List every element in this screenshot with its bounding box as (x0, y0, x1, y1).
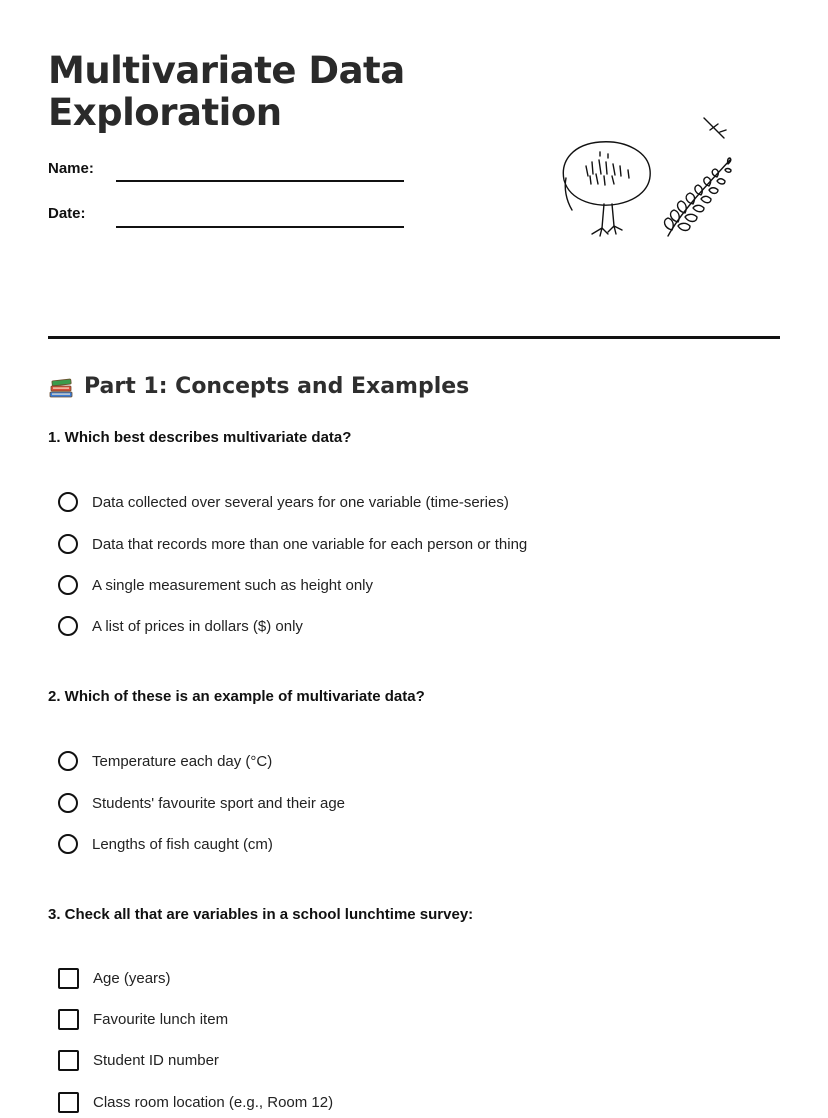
radio-button[interactable] (58, 793, 78, 813)
q1-option-4[interactable] (58, 616, 303, 636)
checkbox[interactable] (58, 1092, 79, 1113)
option-label: Data collected over several years for one variable (time-series) (92, 493, 509, 511)
q3-option-1[interactable] (58, 968, 171, 989)
checkbox[interactable] (58, 1050, 79, 1071)
q2-option-3[interactable] (58, 834, 273, 854)
radio-button[interactable] (58, 751, 78, 771)
q2-option-2[interactable] (58, 793, 345, 813)
worksheet-title: Multivariate Data Exploration (48, 49, 405, 134)
option-label: Temperature each day (°C) (92, 752, 273, 770)
part1-heading (48, 374, 469, 399)
q3-option-4[interactable] (58, 1092, 333, 1113)
option-label: Lengths of fish caught (cm) (92, 835, 273, 853)
q1-option-1[interactable] (58, 492, 509, 512)
radio-button[interactable] (58, 575, 78, 595)
option-label: A single measurement such as height only (92, 576, 373, 594)
books-icon (48, 375, 74, 399)
option-label: Favourite lunch item (93, 1011, 229, 1028)
option-label: A list of prices in dollars ($) only (92, 617, 303, 635)
radio-button[interactable] (58, 834, 78, 854)
date-field[interactable] (116, 226, 404, 228)
radio-button[interactable] (58, 492, 78, 512)
radio-button[interactable] (58, 616, 78, 636)
checkbox[interactable] (58, 968, 79, 989)
q1-option-2[interactable] (58, 534, 527, 554)
name-field[interactable] (116, 180, 404, 182)
option-label: Class room location (e.g., Room 12) (93, 1094, 334, 1111)
section-divider (48, 336, 780, 339)
q2-option-1[interactable] (58, 751, 272, 771)
checkbox[interactable] (58, 1009, 79, 1030)
q1-option-3[interactable] (58, 575, 373, 595)
option-label: Students' favourite sport and their age (92, 794, 346, 812)
q3-option-2[interactable] (58, 1009, 228, 1030)
question-1: 1. Which best describes multivariate data? (48, 429, 352, 446)
q3-option-3[interactable] (58, 1050, 219, 1071)
option-label: Age (years) (93, 970, 171, 987)
date-label: Date: (48, 205, 86, 222)
option-label: Data that records more than one variable for each person or thing (92, 535, 528, 553)
part1-heading-text: Part 1: Concepts and Examples (84, 374, 470, 399)
option-label: Student ID number (93, 1052, 219, 1069)
radio-button[interactable] (58, 534, 78, 554)
question-3: 3. Check all that are variables in a school lunchtime survey: (48, 906, 474, 923)
name-label: Name: (48, 160, 94, 177)
question-2: 2. Which of these is an example of multivariate data? (48, 688, 425, 705)
kiwi-bird-and-fern-illustration (552, 108, 752, 248)
